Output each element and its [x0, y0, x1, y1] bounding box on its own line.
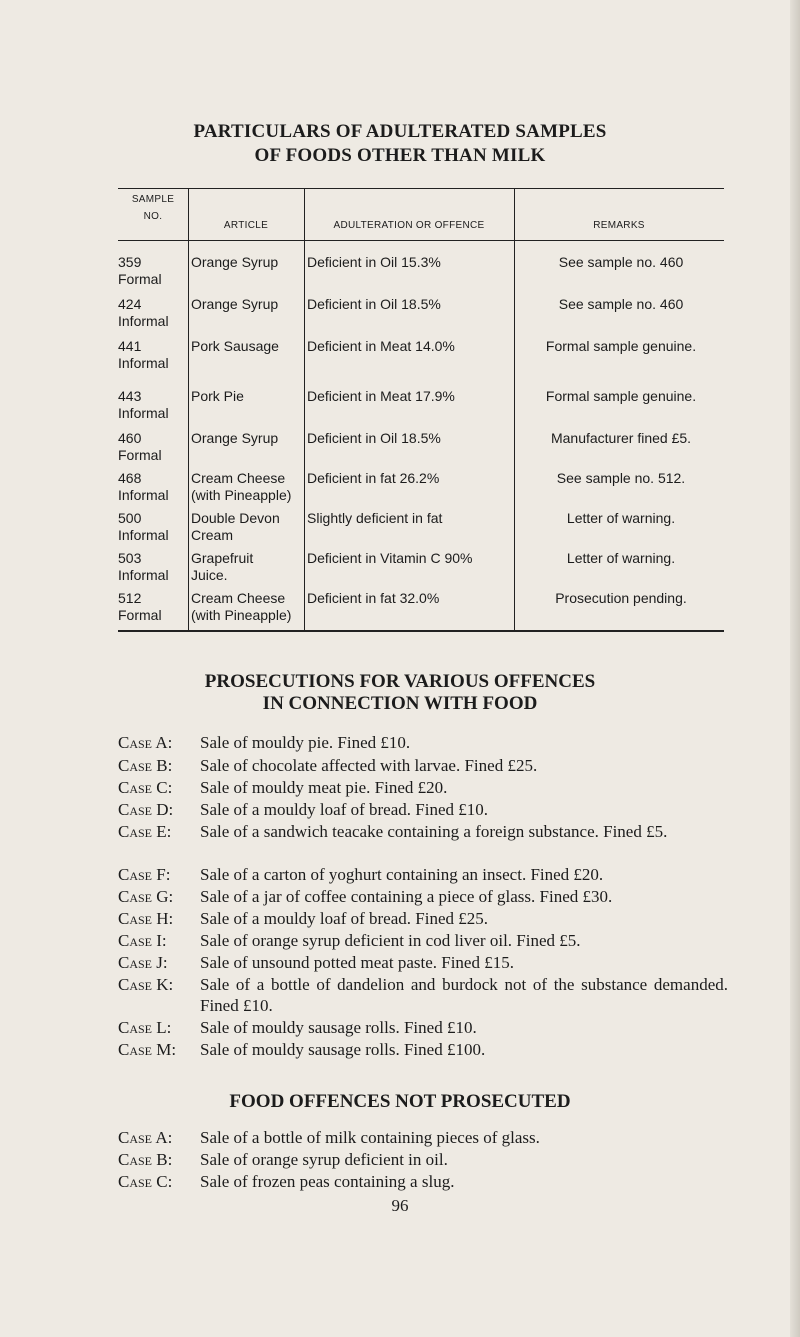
page-title: PARTICULARS OF ADULTERATED SAMPLES	[193, 121, 607, 142]
table-top-rule	[118, 188, 724, 189]
page-subtitle: OF FOODS OTHER THAN MILK	[254, 145, 546, 166]
header-remarks: REMARKS	[593, 220, 645, 231]
column-divider	[304, 188, 305, 631]
table-header-rule	[118, 240, 724, 241]
header-offence: ADULTERATION OR OFFENCE	[333, 220, 485, 231]
prosecutions-title: PROSECUTIONS FOR VARIOUS OFFENCES	[204, 671, 596, 692]
table-bottom-rule	[118, 630, 724, 632]
prosecutions-subtitle: IN CONNECTION WITH FOOD	[262, 693, 538, 714]
page-edge	[790, 0, 800, 1337]
header-article: ARTICLE	[223, 220, 269, 231]
column-divider	[188, 188, 189, 631]
header-sample-no: SAMPLE NO.	[131, 194, 175, 222]
page-number: 96	[391, 1196, 409, 1215]
not-prosecuted-title: FOOD OFFENCES NOT PROSECUTED	[229, 1091, 571, 1112]
column-divider	[514, 188, 515, 631]
